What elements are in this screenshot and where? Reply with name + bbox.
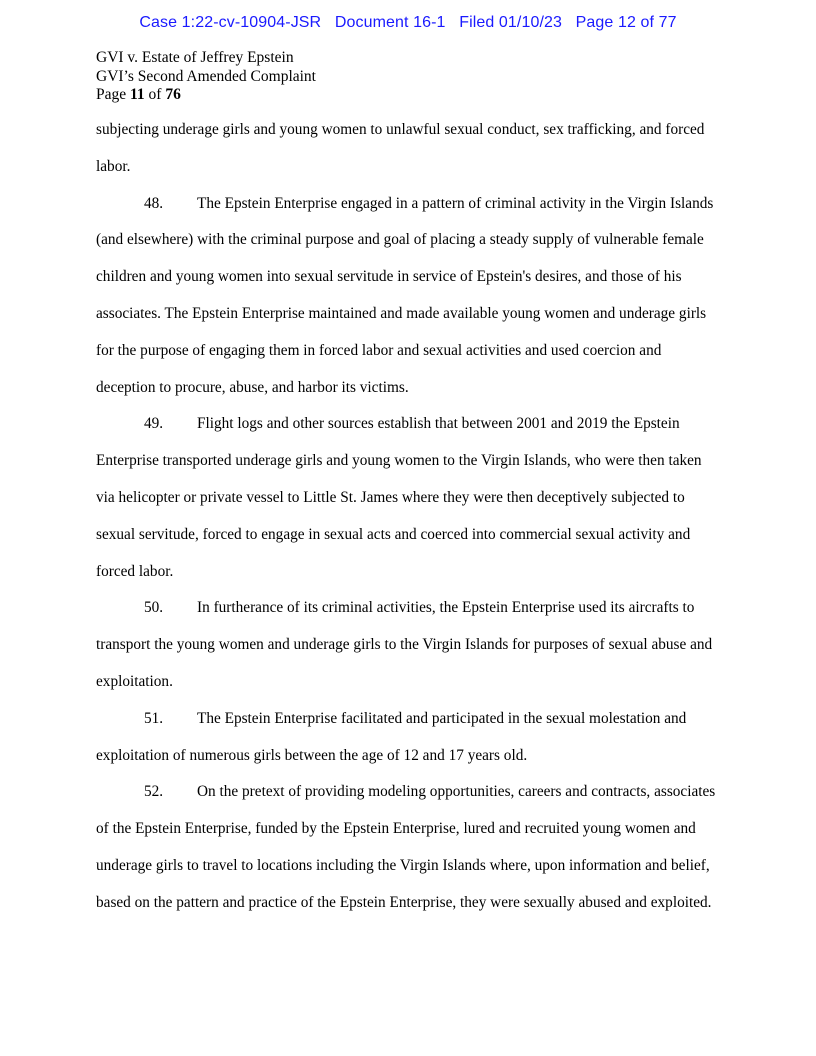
ecf-page-number: Page 12 of 77 bbox=[575, 14, 677, 31]
running-header bbox=[96, 49, 316, 105]
paragraph-continuation bbox=[96, 112, 716, 186]
page-of: of bbox=[144, 86, 166, 103]
document-title: GVI’s Second Amended Complaint bbox=[96, 67, 316, 85]
paragraph-50 bbox=[96, 590, 716, 700]
paragraph-number: 51. bbox=[144, 709, 164, 727]
paragraph-text: In furtherance of its criminal activities, the Epstein Enterprise used its aircrafts to transport the young women and underage girls to the Virgin Islands for purposes of sexual abuse and exploitation. bbox=[96, 599, 713, 690]
ecf-filing-header bbox=[0, 14, 816, 32]
paragraph-52 bbox=[96, 774, 716, 921]
page-prefix: Page bbox=[96, 86, 131, 103]
paragraph-49 bbox=[96, 406, 716, 590]
paragraph-number: 52. bbox=[144, 783, 164, 801]
paragraph-text: subjecting underage girls and young women to unlawful sexual conduct, sex trafficking, and forced labor. bbox=[96, 121, 705, 175]
page-current: 11 bbox=[130, 86, 145, 103]
document-number: Document 16-1 bbox=[334, 14, 446, 31]
case-caption: GVI v. Estate of Jeffrey Epstein bbox=[96, 49, 294, 66]
document-body bbox=[96, 112, 716, 922]
paragraph-number: 48. bbox=[144, 194, 164, 212]
paragraph-number: 50. bbox=[144, 599, 164, 617]
page-indicator bbox=[96, 86, 316, 105]
paragraph-48 bbox=[96, 186, 716, 407]
paragraph-text: On the pretext of providing modeling opportunities, careers and contracts, associates of the Epstein Enterprise, funded by the Epstein Enterprise, lured and recruited young women and underage girls to travel to locations including the Virgin Islands where, upon information and belief, based on the pattern and practice of the Epstein Enterprise, they were sexually abused and exploited. bbox=[96, 783, 716, 911]
paragraph-text: Flight logs and other sources establish that between 2001 and 2019 the Epstein Enterprise transported underage girls and young women to the Virgin Islands, who were then taken via helicopter or private vessel to Little St. James where they were then deceptively subjected to sexual servitude, forced to engage in sexual acts and coerced into commercial sexual activity and forced labor. bbox=[96, 415, 702, 580]
paragraph-51 bbox=[96, 701, 716, 775]
paragraph-text: The Epstein Enterprise engaged in a pattern of criminal activity in the Virgin Islands (and elsewhere) with the criminal purpose and goal of placing a steady supply of vulnerable female children and young women into sexual servitude in service of Epstein's desires, and those of his associates. The Epstein Enterprise maintained and made available young women and underage girls for the purpose of engaging them in forced labor and sexual activities and used coercion and deception to procure, abuse, and harbor its victims. bbox=[96, 194, 714, 396]
page-total: 76 bbox=[165, 86, 181, 103]
paragraph-number: 49. bbox=[144, 415, 164, 433]
case-number: Case 1:22-cv-10904-JSR bbox=[139, 14, 322, 31]
filed-date: Filed 01/10/23 bbox=[459, 14, 563, 31]
paragraph-text: The Epstein Enterprise facilitated and participated in the sexual molestation and exploitation of numerous girls between the age of 12 and 17 years old. bbox=[96, 709, 687, 764]
